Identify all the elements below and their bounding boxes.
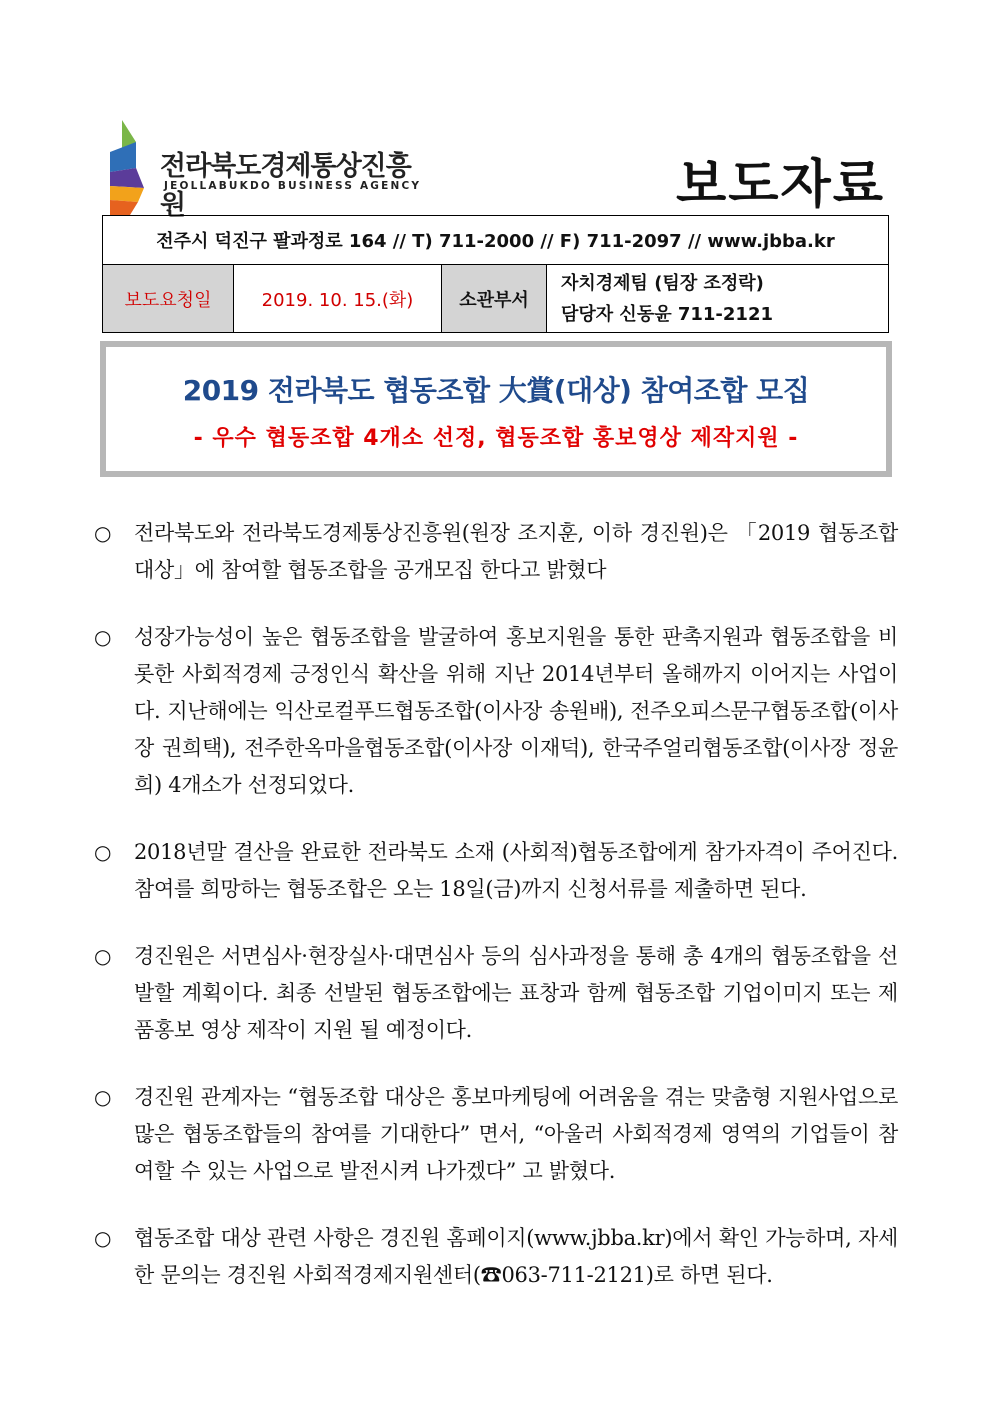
- paragraph: [94, 515, 898, 589]
- paragraph-text: 2018년말 결산을 완료한 전라북도 소재 (사회적)협동조합에게 참가자격이 주어진다. 참여를 희망하는 협동조합은 오는 18일(금)까지 신청서류를 제출하면 된다.: [134, 840, 898, 901]
- agency-logo: [108, 120, 428, 221]
- paragraph-text: 경진원 관계자는 “협동조합 대상은 홍보마케팅에 어려움을 겪는 맞춤형 지원사업으로 많은 협동조합들의 참여를 기대한다” 면서, “아울러 사회적경제 영역의 기업들이 참여할 수 있는 사업으로 발전시켜 나가겠다” 고 밝혔다.: [134, 1085, 898, 1183]
- agency-logo-mark: [108, 120, 158, 215]
- document-type-heading: 보도자료: [676, 155, 885, 215]
- department-contact: 담당자 신동윤 711-2121: [561, 303, 774, 325]
- circle-bullet-icon: ○: [94, 1085, 112, 1109]
- paragraph: [94, 619, 898, 804]
- paragraph: [94, 1079, 898, 1190]
- address-line: 전주시 덕진구 팔과정로 164 // T) 711-2000 // F) 711-2097 // www.jbba.kr: [103, 216, 889, 265]
- paragraph: [94, 834, 898, 908]
- department-label: 소관부서: [442, 265, 547, 333]
- circle-bullet-icon: ○: [94, 1226, 112, 1250]
- paragraph: [94, 938, 898, 1049]
- article-body: [94, 515, 898, 1324]
- department-team: 자치경제팀 (팀장 조정락): [561, 272, 764, 294]
- headline-box: [100, 341, 892, 477]
- circle-bullet-icon: ○: [94, 625, 112, 649]
- paragraph-text: 협동조합 대상 관련 사항은 경진원 홈페이지(www.jbba.kr)에서 확인 가능하며, 자세한 문의는 경진원 사회적경제지원센터(☎063-711-2121)로 하면 된다.: [134, 1226, 898, 1287]
- paragraph-text: 성장가능성이 높은 협동조합을 발굴하여 홍보지원을 통한 판촉지원과 협동조합을 비롯한 사회적경제 긍정인식 확산을 위해 지난 2014년부터 올해까지 이어지는 사업이다. 지난해에는 익산로컬푸드협동조합(이사장 송원배), 전주오피스문구협동조합(이사장 권희택), 전주한옥마을협동조합(이사장 이재덕), 한국주얼리협동조합(이사장 정윤희) 4개소가 선정되었다.: [134, 625, 898, 797]
- org-name: 전라북도경제통상진흥원: [160, 151, 411, 221]
- contact-info-table: [102, 215, 889, 333]
- headline-subtitle: - 우수 협동조합 4개소 선정, 협동조합 홍보영상 제작지원 -: [193, 426, 799, 451]
- paragraph-text: 전라북도와 전라북도경제통상진흥원(원장 조지훈, 이하 경진원)은 「2019 협동조합 대상」에 참여할 협동조합을 공개모집 한다고 밝혔다: [134, 521, 898, 582]
- paragraph: [94, 1220, 898, 1294]
- headline-title: 2019 전라북도 협동조합 大賞(대상) 참여조합 모집: [182, 374, 810, 407]
- paragraph-text: 경진원은 서면심사·현장실사·대면심사 등의 심사과정을 통해 총 4개의 협동조합을 선발할 계획이다. 최종 선발된 협동조합에는 표창과 함께 협동조합 기업이미지 또는 제품홍보 영상 제작이 지원 될 예정이다.: [134, 944, 898, 1042]
- circle-bullet-icon: ○: [94, 840, 112, 864]
- circle-bullet-icon: ○: [94, 944, 112, 968]
- request-date: 2019. 10. 15.(화): [234, 265, 442, 333]
- department-info: [547, 265, 889, 333]
- org-name-en: JEOLLABUKDO BUSINESS AGENCY: [164, 180, 422, 192]
- request-date-label: 보도요청일: [103, 265, 234, 333]
- circle-bullet-icon: ○: [94, 521, 112, 545]
